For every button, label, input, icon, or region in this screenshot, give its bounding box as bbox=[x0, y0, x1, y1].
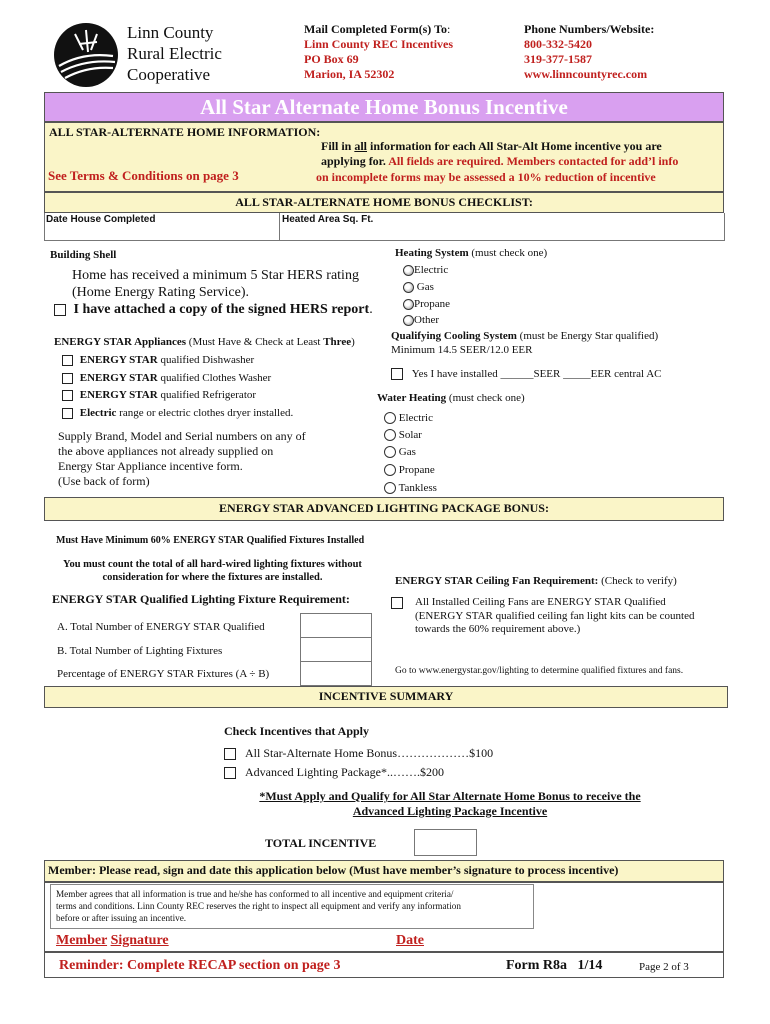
lighting-count-note bbox=[40, 558, 385, 584]
electric-range-checkbox[interactable] bbox=[62, 408, 73, 419]
total-incentive-input[interactable] bbox=[414, 829, 477, 856]
agreement-text bbox=[56, 888, 461, 924]
org-line-2: Rural Electric bbox=[127, 44, 222, 63]
coop-logo bbox=[53, 22, 119, 88]
heated-area-label: Heated Area Sq. Ft. bbox=[282, 214, 374, 225]
heating-heading: Heating System (must check one) bbox=[395, 247, 548, 259]
heating-other: Other bbox=[403, 314, 439, 326]
percentage-input[interactable] bbox=[300, 661, 372, 686]
water-gas: Gas bbox=[384, 446, 416, 458]
cooling-yes-checkbox[interactable] bbox=[391, 368, 403, 380]
total-incentive-label: TOTAL INCENTIVE bbox=[265, 836, 377, 850]
water-propane-radio[interactable] bbox=[384, 464, 396, 476]
agree-line-1: Member agrees that all information is true and he/she has conformed to all incentive and equipment criteria/ bbox=[56, 889, 454, 899]
hers-line-1: Home has received a minimum 5 Star HERS rating bbox=[72, 268, 359, 283]
heated-area-field[interactable] bbox=[279, 213, 725, 241]
heating-gas: Gas bbox=[403, 281, 434, 293]
heating-electric-radio[interactable] bbox=[403, 265, 414, 276]
summary-heading: INCENTIVE SUMMARY bbox=[318, 689, 454, 703]
energystar-link[interactable]: Go to www.energystar.gov/lighting to determine qualified fixtures and fans. bbox=[395, 666, 684, 676]
supply-line-3: Energy Star Appliance incentive form. bbox=[58, 459, 243, 473]
hers-line-2: (Home Energy Rating Service). bbox=[72, 285, 250, 300]
fixture-requirement: ENERGY STAR Qualified Lighting Fixture Requirement: bbox=[52, 592, 350, 606]
heating-propane-radio[interactable] bbox=[403, 299, 414, 310]
count-line-1: You must count the total of all hard-wired lighting fixtures without bbox=[63, 559, 362, 570]
hers-attach-checkbox[interactable] bbox=[54, 304, 66, 316]
org-name bbox=[127, 22, 222, 85]
website-link[interactable]: www.linncountyrec.com bbox=[524, 67, 648, 81]
fan-line-3: towards the 60% requirement above.) bbox=[415, 623, 581, 635]
fan-text bbox=[415, 596, 694, 637]
info-line-1: Fill in all information for each All Star-Alt Home incentive you are bbox=[321, 139, 662, 153]
water-solar-radio[interactable] bbox=[384, 429, 396, 441]
member-heading: Member: Please read, sign and date this application below (Must have member’s signature to process incentive) bbox=[48, 863, 619, 877]
hers-attach-label: I have attached a copy of the signed HERS report bbox=[73, 302, 370, 317]
agree-line-2: terms and conditions. Linn County REC reserves the right to inspect all equipment and verify any information bbox=[56, 901, 461, 911]
date-field[interactable] bbox=[432, 934, 712, 950]
checklist-heading-bar bbox=[44, 192, 724, 213]
mail-block bbox=[304, 22, 453, 82]
member-heading-bar bbox=[44, 860, 724, 882]
mail-line-1: Linn County REC Incentives bbox=[304, 37, 454, 51]
water-gas-radio[interactable] bbox=[384, 446, 396, 458]
info-line-3: on incomplete forms may be assessed a 10% reduction of incentive bbox=[316, 170, 656, 184]
row-pct-label: Percentage of ENERGY STAR Fixtures (A ÷ B) bbox=[57, 668, 270, 680]
water-electric-radio[interactable] bbox=[384, 412, 396, 424]
info-line-2: applying for. All fields are required. Members contacted for add’l info bbox=[321, 154, 679, 168]
note-line-1: *Must Apply and Qualify for All Star Alternate Home Bonus to receive the bbox=[259, 789, 641, 803]
water-tankless: Tankless bbox=[384, 482, 437, 494]
mail-line-2: PO Box 69 bbox=[304, 52, 359, 66]
date-house-completed-label: Date House Completed bbox=[46, 214, 156, 225]
org-line-1: Linn County bbox=[127, 23, 214, 42]
terms-link[interactable]: See Terms & Conditions on page 3 bbox=[48, 168, 239, 183]
date-house-completed-field[interactable] bbox=[44, 213, 280, 241]
summary-heading-bar bbox=[44, 686, 728, 708]
heating-other-radio[interactable] bbox=[403, 315, 414, 326]
water-tankless-radio[interactable] bbox=[384, 482, 396, 494]
mail-title: Mail Completed Form(s) To: bbox=[304, 22, 451, 36]
count-line-2: consideration for where the fixtures are installed. bbox=[102, 572, 323, 583]
page-number: Page 2 of 3 bbox=[639, 961, 689, 973]
fan-line-2: (ENERGY STAR qualified ceiling fan light kits can be counted bbox=[415, 609, 695, 622]
signature-label: Member Signature bbox=[56, 933, 169, 948]
water-solar: Solar bbox=[384, 429, 422, 441]
page-title: All Star Alternate Home Bonus Incentive bbox=[200, 95, 568, 119]
logo-icon bbox=[53, 22, 119, 88]
lighting-heading: ENERGY STAR ADVANCED LIGHTING PACKAGE BONUS: bbox=[219, 501, 549, 515]
lighting-package-checkbox[interactable] bbox=[224, 767, 236, 779]
reminder-text: Reminder: Complete RECAP section on page 3 bbox=[59, 958, 341, 973]
supply-line-4: (Use back of form) bbox=[58, 474, 150, 488]
checklist-heading: ALL STAR-ALTERNATE HOME BONUS CHECKLIST: bbox=[235, 195, 533, 209]
total-qualified-input[interactable] bbox=[300, 613, 372, 638]
dishwasher-checkbox[interactable] bbox=[62, 355, 73, 366]
mail-line-3: Marion, IA 52302 bbox=[304, 67, 395, 81]
washer-checkbox[interactable] bbox=[62, 373, 73, 384]
incentive-bonus-row: All Star-Alternate Home Bonus………………$100 bbox=[224, 746, 493, 761]
title-bar bbox=[44, 92, 724, 122]
heating-electric: Electric bbox=[403, 264, 448, 276]
lighting-must-have: Must Have Minimum 60% ENERGY STAR Qualified Fixtures Installed bbox=[56, 535, 365, 546]
refrigerator-checkbox[interactable] bbox=[62, 390, 73, 401]
info-heading: ALL STAR-ALTERNATE HOME INFORMATION: bbox=[49, 125, 321, 139]
water-heading: Water Heating (must check one) bbox=[377, 392, 525, 404]
building-shell-heading: Building Shell bbox=[50, 249, 117, 261]
phone-2: 319-377-1587 bbox=[524, 52, 592, 66]
agree-line-3: before or after issuing an incentive. bbox=[56, 913, 187, 923]
appliance-electric-range: Electric range or electric clothes dryer installed. bbox=[62, 407, 293, 419]
appliances-heading: ENERGY STAR Appliances (Must Have & Check at Least Three) bbox=[54, 336, 355, 348]
lighting-heading-bar bbox=[44, 497, 724, 521]
incentive-lighting-row: Advanced Lighting Package*..…….$200 bbox=[224, 765, 444, 780]
cooling-minimum: Minimum 14.5 SEER/12.0 EER bbox=[391, 344, 533, 356]
heating-gas-radio[interactable] bbox=[403, 282, 414, 293]
fan-line-1: All Installed Ceiling Fans are ENERGY STAR Qualified bbox=[415, 596, 666, 608]
bonus-checkbox[interactable] bbox=[224, 748, 236, 760]
cooling-yes-row: Yes I have installed ______SEER _____EER central AC bbox=[391, 368, 661, 380]
supply-line-2: the above appliances not already supplied on bbox=[58, 444, 274, 458]
fan-heading: ENERGY STAR Ceiling Fan Requirement: (Check to verify) bbox=[395, 575, 677, 587]
supply-line-1: Supply Brand, Model and Serial numbers on any of bbox=[58, 429, 306, 443]
phone-1: 800-332-5420 bbox=[524, 37, 592, 51]
water-propane: Propane bbox=[384, 464, 435, 476]
check-incentives-label: Check Incentives that Apply bbox=[224, 724, 370, 738]
row-a-label: A. Total Number of ENERGY STAR Qualified bbox=[57, 621, 265, 633]
appliance-washer: ENERGY STAR qualified Clothes Washer bbox=[62, 372, 271, 384]
cooling-heading: Qualifying Cooling System (must be Energy Star qualified) bbox=[391, 330, 659, 342]
note-line-2: Advanced Lighting Package Incentive bbox=[352, 804, 548, 818]
ceiling-fan-checkbox[interactable] bbox=[391, 597, 403, 609]
date-label: Date bbox=[396, 933, 424, 948]
total-fixtures-input[interactable] bbox=[300, 637, 372, 662]
signature-field[interactable] bbox=[180, 934, 380, 950]
supply-note bbox=[58, 429, 306, 489]
appliance-dishwasher: ENERGY STAR qualified Dishwasher bbox=[62, 354, 254, 366]
phone-block bbox=[524, 22, 654, 82]
hers-attach-row: I have attached a copy of the signed HERS report. bbox=[54, 302, 373, 318]
phone-title: Phone Numbers/Website: bbox=[524, 22, 655, 36]
summary-note bbox=[220, 789, 680, 819]
appliance-refrigerator: ENERGY STAR qualified Refrigerator bbox=[62, 389, 256, 401]
water-electric: Electric bbox=[384, 412, 433, 424]
heating-propane: Propane bbox=[403, 298, 450, 310]
row-b-label: B. Total Number of Lighting Fixtures bbox=[57, 645, 223, 657]
form-id: Form R8a 1/14 bbox=[506, 958, 603, 973]
org-line-3: Cooperative bbox=[127, 65, 211, 84]
